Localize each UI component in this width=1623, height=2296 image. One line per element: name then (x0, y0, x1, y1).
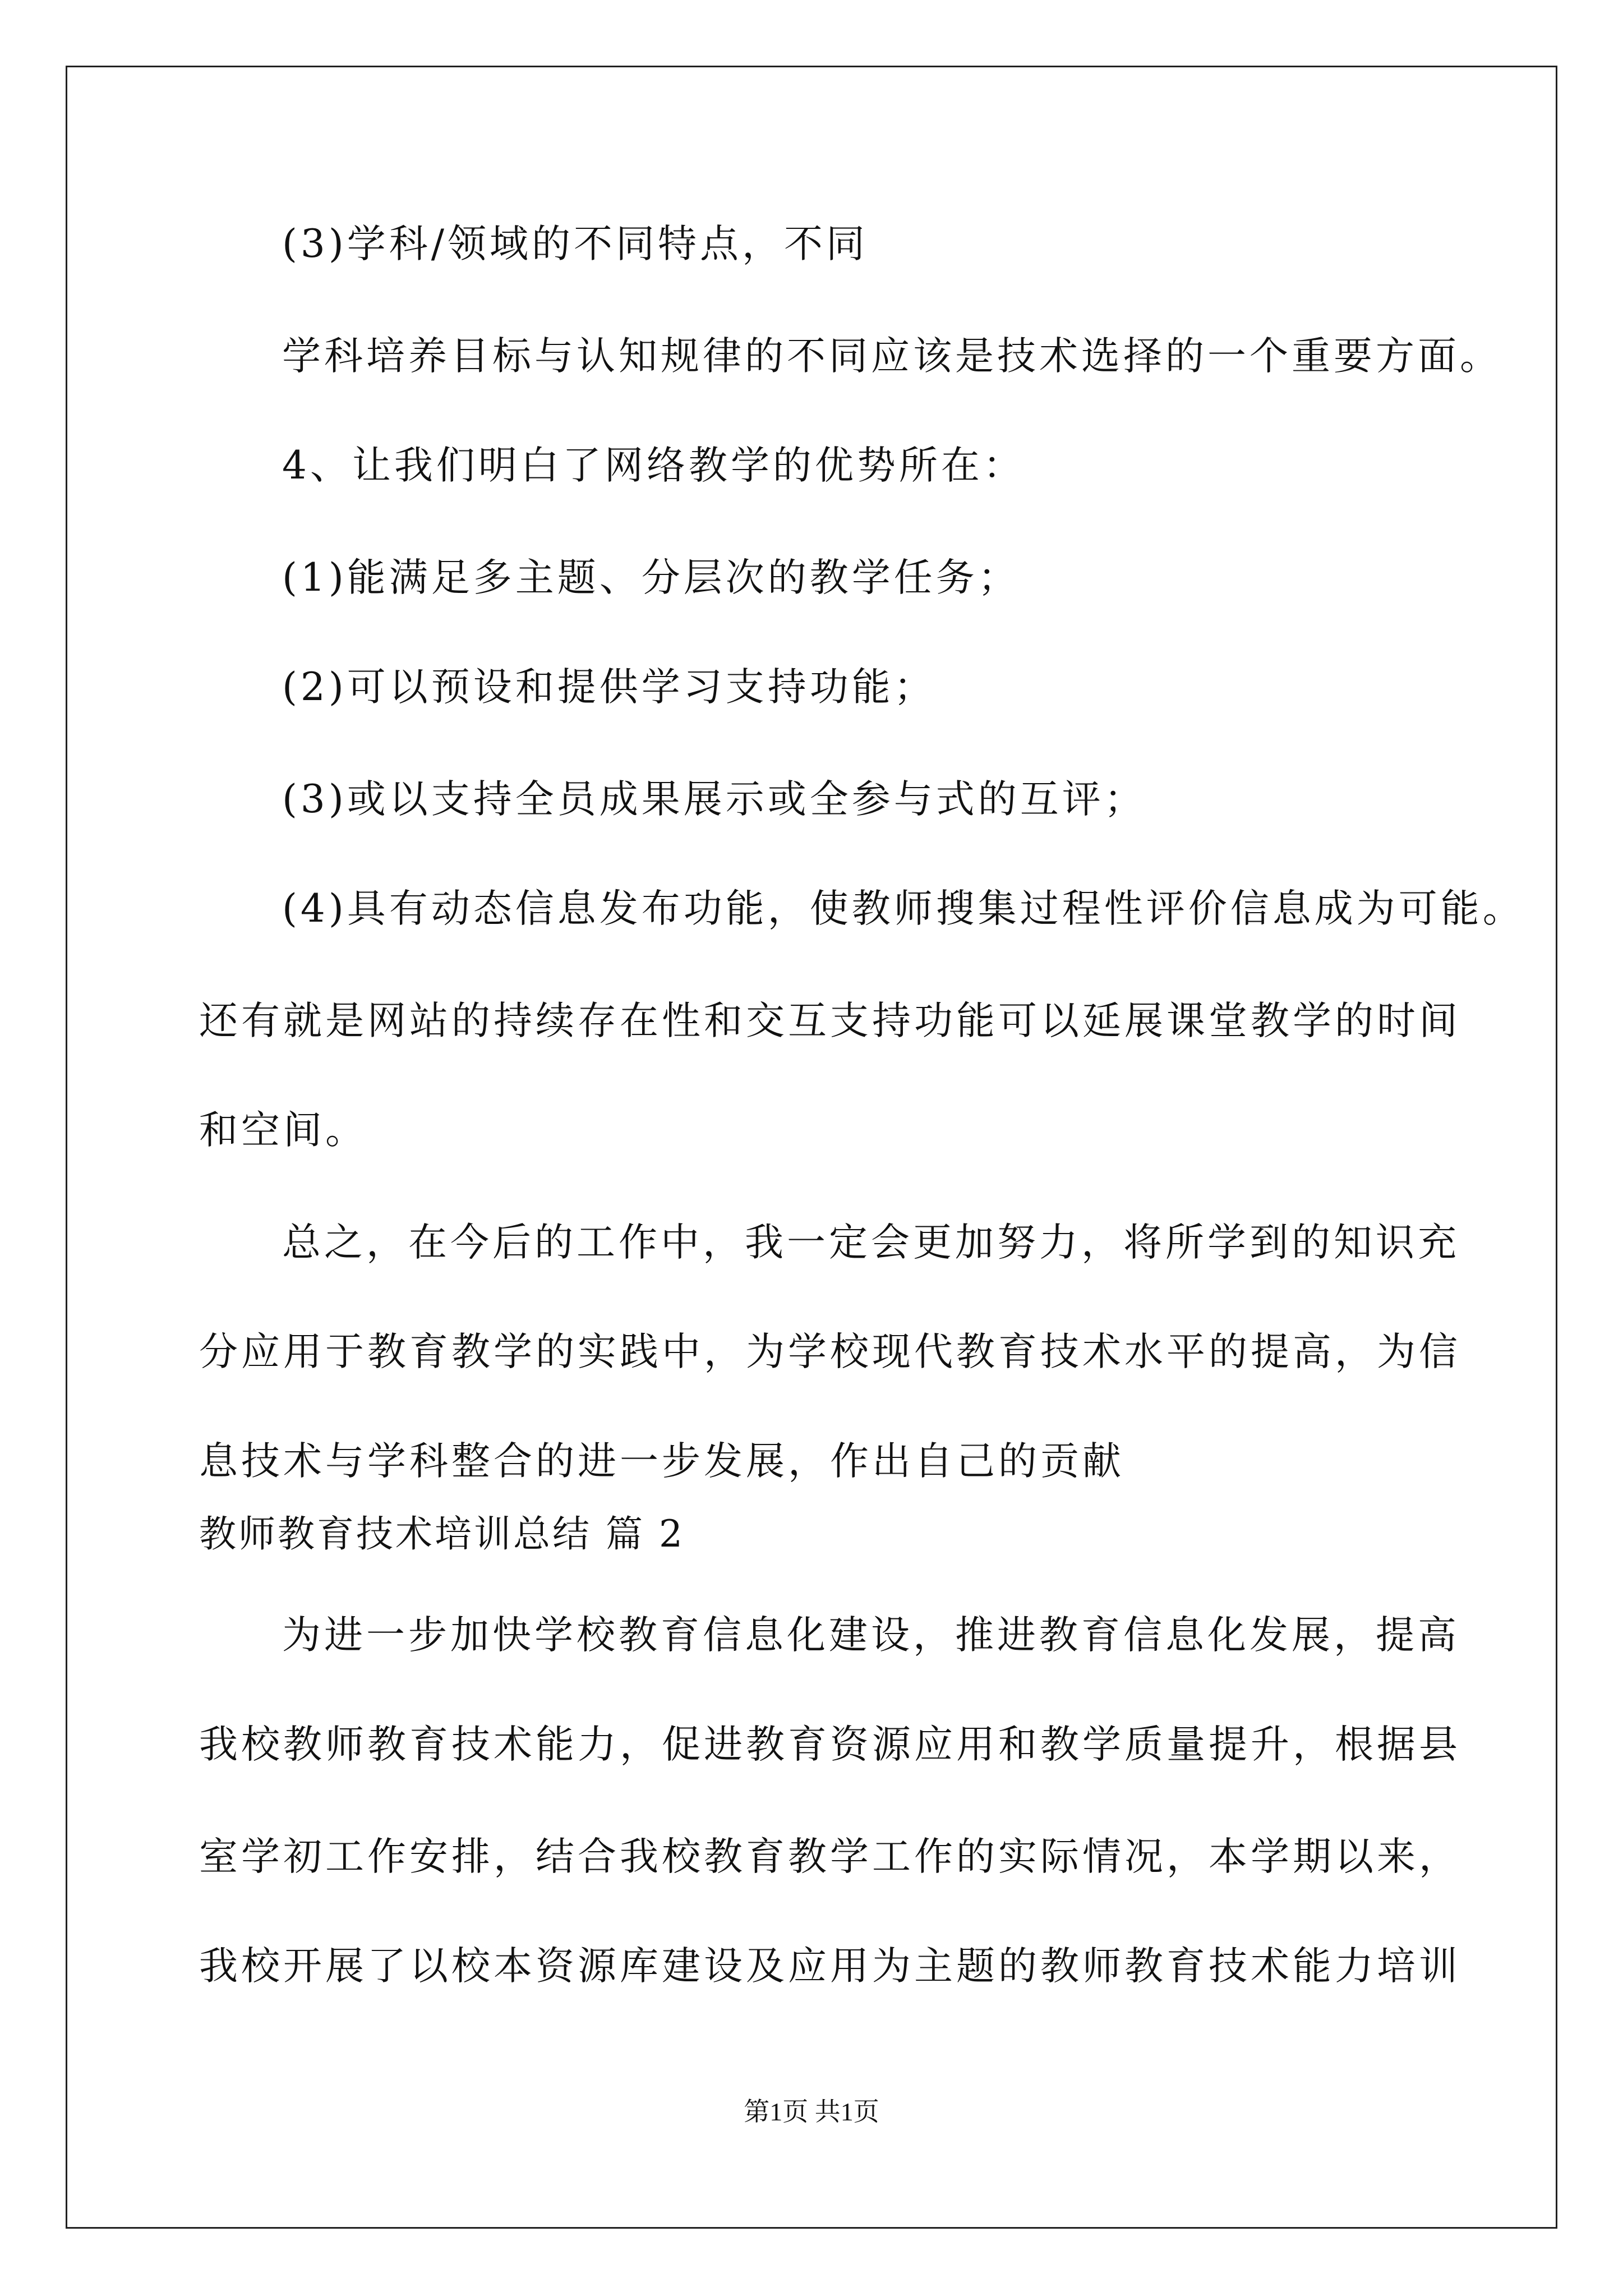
paragraph-line: 和空间。 (199, 1108, 367, 1153)
paragraph-line: 4、让我们明白了网络教学的优势所在： (282, 443, 1025, 488)
paragraph-line: 还有就是网站的持续存在性和交互支持功能可以延展课堂教学的时间 (199, 999, 1461, 1043)
paragraph-line: (3)或以支持全员成果展示或全参与式的互评； (282, 777, 1146, 822)
paragraph-line: 我校教师教育技术能力，促进教育资源应用和教学质量提升，根据县 (199, 1722, 1461, 1767)
paragraph-line: (1)能满足多主题、分层次的教学任务； (282, 555, 1020, 600)
section-heading: 教师教育技术培训总结 篇 2 (199, 1512, 685, 1556)
paragraph-line: (3)学科/领域的不同特点，不同 (282, 222, 868, 266)
paragraph-line: 室学初工作安排，结合我校教育教学工作的实际情况，本学期以来， (199, 1834, 1461, 1879)
paragraph-line: 学科培养目标与认知规律的不同应该是技术选择的一个重要方面。 (282, 334, 1502, 379)
paragraph-line: 分应用于教育教学的实践中，为学校现代教育技术水平的提高，为信 (199, 1329, 1461, 1374)
paragraph-line: (2)可以预设和提供学习支持功能； (282, 665, 936, 710)
paragraph-line: (4)具有动态信息发布功能，使教师搜集过程性评价信息成为可能。 (282, 886, 1525, 931)
paragraph-line: 为进一步加快学校教育信息化建设，推进教育信息化发展，提高 (282, 1613, 1460, 1658)
paragraph-line: 总之，在今后的工作中，我一定会更加努力，将所学到的知识充 (282, 1220, 1460, 1265)
paragraph-line: 我校开展了以校本资源库建设及应用为主题的教师教育技术能力培训 (199, 1944, 1461, 1989)
page-number-footer: 第1页 共1页 (744, 2097, 879, 2126)
paragraph-line: 息技术与学科整合的进一步发展，作出自己的贡献 (199, 1439, 1124, 1484)
